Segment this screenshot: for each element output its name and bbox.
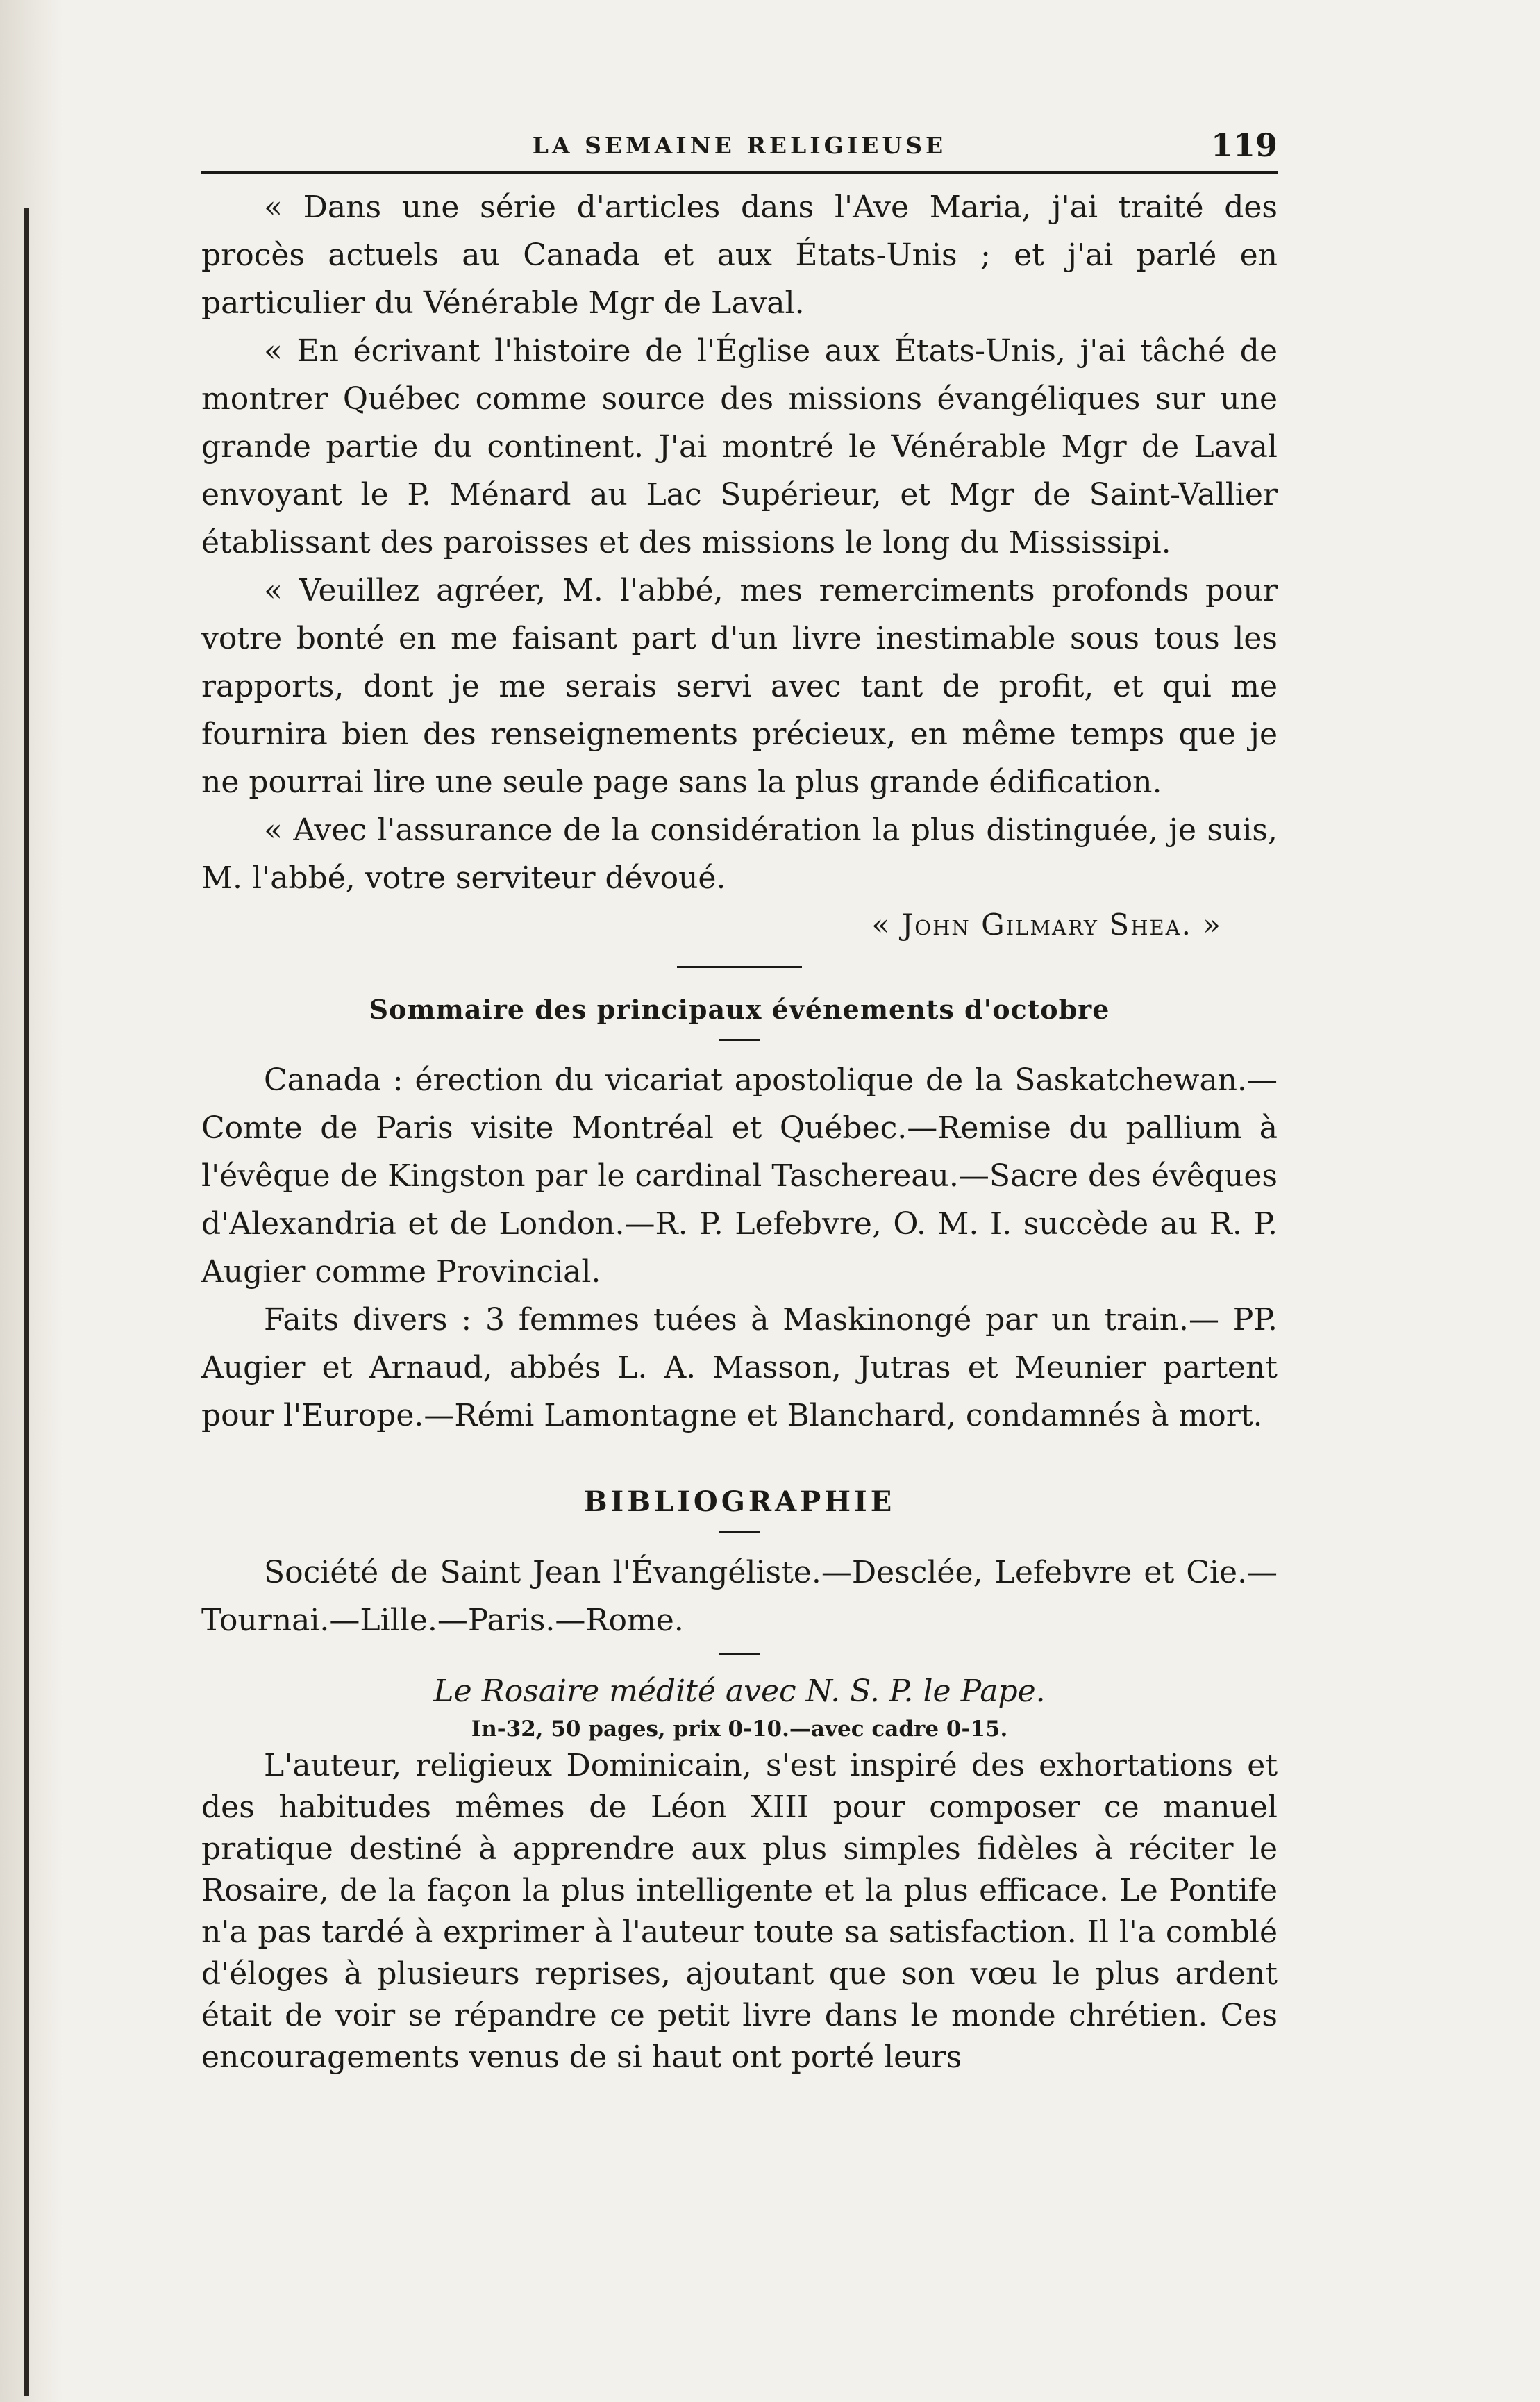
- sommaire-section: [201, 989, 1278, 1440]
- bibliographie-section: [201, 1481, 1278, 2078]
- letter-paragraph: « En écrivant l'histoire de l'Église aux États-Unis, j'ai tâché de montrer Québec comme source des missions évangéliques sur une grande partie du continent. J'ai montré le Vénérable Mgr de Laval envoyant le P. Ménard au Lac Supérieur, et Mgr de Saint-Vallier établissant des paroisses et des missions le long du Mississipi.: [201, 333, 1278, 560]
- book-page: [201, 104, 1278, 2361]
- section-divider: [677, 966, 802, 968]
- sommaire-paragraph: Canada : érection du vicariat apostolique de la Saskatchewan.— Comte de Paris visite Montréal et Québec.—Remise du pallium à l'évêque de Kingston par le cardinal Taschereau.—Sacre des évêques d'Alexandria et de London.—R. P. Lefebvre, O. M. I. succède au R. P. Augier comme Provincial.: [201, 1062, 1278, 1290]
- book-meta: In-32, 50 pages, prix 0-10.—avec cadre 0-15.: [471, 1717, 1008, 1742]
- binding-edge: [24, 208, 29, 2396]
- running-title: LA SEMAINE RELIGIEUSE: [532, 132, 947, 159]
- letter-paragraph: « Dans une série d'articles dans l'Ave Maria, j'ai traité des procès actuels au Canada et aux États-Unis ; et j'ai parlé en particulier du Vénérable Mgr de Laval.: [201, 190, 1278, 321]
- book-title: Le Rosaire médité avec N. S. P. le Pape.: [433, 1674, 1046, 1709]
- publisher-line: Société de Saint Jean l'Évangéliste.—Desclée, Lefebvre et Cie.— Tournai.—Lille.—Paris.—Rome.: [201, 1555, 1278, 1638]
- title-dash: [719, 1531, 760, 1533]
- sommaire-title: Sommaire des principaux événements d'octobre: [369, 994, 1110, 1025]
- book-review: L'auteur, religieux Dominicain, s'est inspiré des exhortations et des habitudes mêmes de Léon XIII pour composer ce manuel pratique destiné à apprendre aux plus simples fidèles à réciter le Rosaire, de la façon la plus intelligente et la plus efficace. Le Pontife n'a pas tardé à exprimer à l'auteur toute sa satisfaction. Il l'a comblé d'éloges à plusieurs reprises, ajoutant que son vœu le plus ardent était de voir se répandre ce petit livre dans le monde chrétien. Ces encouragements venus de si haut ont porté leurs: [201, 1748, 1278, 2075]
- title-dash: [719, 1039, 760, 1041]
- letter: [201, 183, 1278, 948]
- page-number: 119: [1210, 126, 1278, 164]
- sommaire-paragraph: Faits divers : 3 femmes tuées à Maskinongé par un train.— PP. Augier et Arnaud, abbés L. A. Masson, Jutras et Meunier partent pour l'Europe.—Rémi Lamontagne et Blanchard, condamnés à mort.: [201, 1302, 1278, 1433]
- running-head: [201, 104, 1278, 167]
- page-spine-shadow: [0, 0, 62, 2402]
- letter-signature: « John Gilmary Shea. »: [871, 908, 1222, 942]
- bibliographie-title: BIBLIOGRAPHIE: [583, 1485, 896, 1518]
- header-rule: [201, 171, 1278, 174]
- letter-paragraph: « Avec l'assurance de la considération la plus distinguée, je suis, M. l'abbé, votre serviteur dévoué.: [201, 812, 1278, 896]
- spacer: [201, 1440, 1278, 1481]
- letter-paragraph: « Veuillez agréer, M. l'abbé, mes remerciments profonds pour votre bonté en me faisant part d'un livre inestimable sous tous les rapports, dont je me serais servi avec tant de profit, et qui me fournira bien des renseignements précieux, en même temps que je ne pourrai lire une seule page sans la plus grande édification.: [201, 573, 1278, 800]
- title-dash: [719, 1653, 760, 1655]
